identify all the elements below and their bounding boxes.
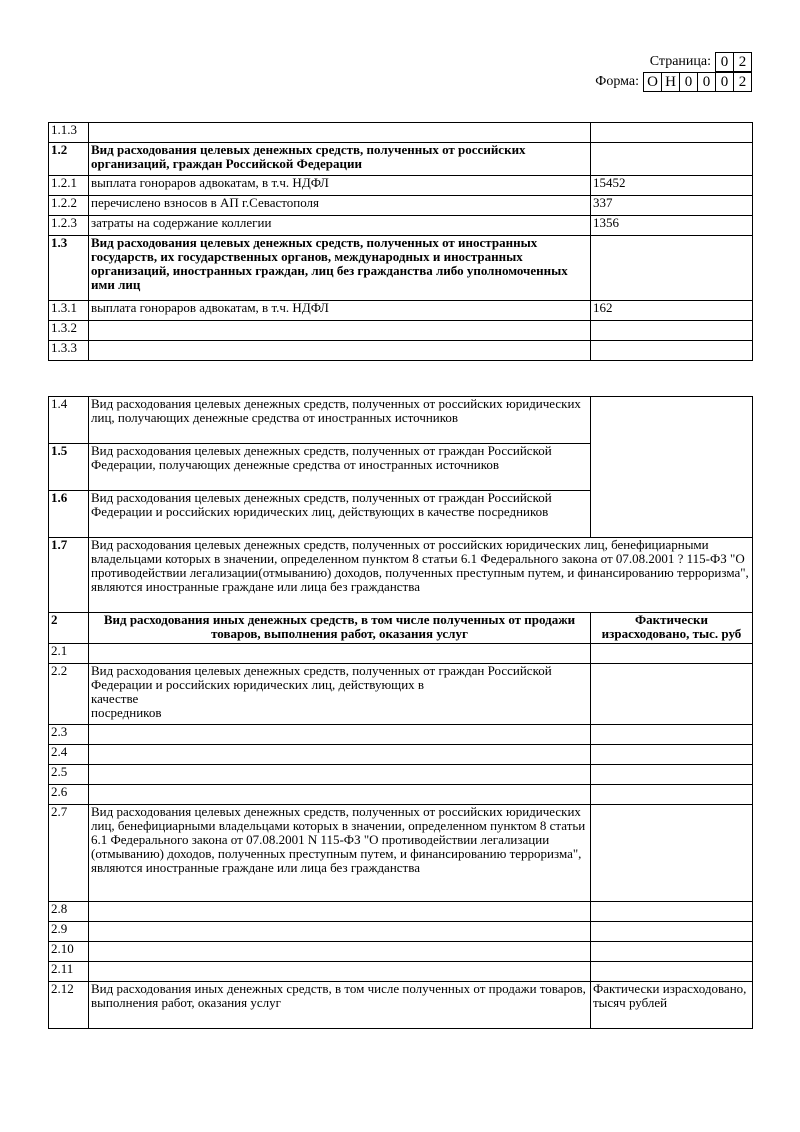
- form-label: Форма:: [595, 74, 639, 89]
- table-row: [49, 805, 753, 902]
- table-row: [49, 216, 753, 236]
- table-row: [49, 538, 753, 613]
- row-number: 2.12: [49, 982, 89, 1029]
- table-row: [49, 644, 753, 664]
- form-digit: 0: [716, 72, 734, 92]
- row-value: 15452: [591, 176, 753, 196]
- page-digit: 0: [716, 52, 734, 72]
- row-number: 1.5: [49, 444, 89, 491]
- row-value: [591, 942, 753, 962]
- row-number: 2.4: [49, 745, 89, 765]
- row-description: [89, 341, 591, 361]
- row-description: перечислено взносов в АП г.Севастополя: [89, 196, 591, 216]
- row-number: 2.3: [49, 725, 89, 745]
- row-description: [89, 785, 591, 805]
- row-number: 1.3.2: [49, 321, 89, 341]
- row-description: [89, 725, 591, 745]
- page-digit: 2: [734, 52, 752, 72]
- row-number: 1.2.1: [49, 176, 89, 196]
- row-number: 2.5: [49, 765, 89, 785]
- row-value: [591, 341, 753, 361]
- row-value: [591, 765, 753, 785]
- row-number: 2.2: [49, 664, 89, 725]
- row-description: [89, 644, 591, 664]
- table-row: [49, 902, 753, 922]
- expenses-table-1: [48, 122, 753, 361]
- page-label: Страница:: [649, 54, 711, 69]
- row-value: 337: [591, 196, 753, 216]
- row-description: Вид расходования целевых денежных средств, полученных от граждан Российской Федерации и российских юридических лиц, действующих в качестве посредников: [89, 491, 591, 538]
- page-number-field: [650, 52, 752, 72]
- row-value: [591, 902, 753, 922]
- row-value: [591, 922, 753, 942]
- row-number: 1.3.3: [49, 341, 89, 361]
- table-row: [49, 725, 753, 745]
- row-description: Вид расходования целевых денежных средств, полученных от граждан Российской Федерации, получающих денежные средства от иностранных источников: [89, 444, 591, 491]
- table-row: [49, 196, 753, 216]
- form-digit: О: [644, 72, 662, 92]
- table-row: [49, 143, 753, 176]
- row-description: [89, 922, 591, 942]
- table-row: [49, 321, 753, 341]
- row-description: Вид расходования целевых денежных средств, полученных от иностранных государств, их государственных органов, международных и иностранных организаций, иностранных граждан, лиц без гражданства либо уполномоченных ими лиц: [89, 236, 591, 301]
- row-value: [591, 805, 753, 902]
- row-description: Вид расходования целевых денежных средств, полученных от российских юридических лиц, получающих денежные средства от иностранных источников: [89, 397, 591, 444]
- table-row: [49, 341, 753, 361]
- description-line: качестве: [91, 691, 139, 706]
- row-description: [89, 765, 591, 785]
- row-description: [89, 321, 591, 341]
- row-number: 1.4: [49, 397, 89, 444]
- table-row: [49, 785, 753, 805]
- row-number: 1.2.3: [49, 216, 89, 236]
- row-value: [591, 397, 753, 538]
- table-row: [49, 236, 753, 301]
- table-row: [49, 942, 753, 962]
- row-value: [591, 123, 753, 143]
- row-value: [591, 644, 753, 664]
- row-description: Вид расходования иных денежных средств, в том числе полученных от продажи товаров, выполнения работ, оказания услуг: [89, 613, 591, 644]
- row-number: 2.7: [49, 805, 89, 902]
- table-row: [49, 613, 753, 644]
- row-description: [89, 664, 591, 725]
- row-description: затраты на содержание коллегии: [89, 216, 591, 236]
- row-description: Вид расходования целевых денежных средств, полученных от российских юридических лиц, бенефициарными владельцами которых в значении, определенном пунктом 8 статьи 6.1 Федерального закона от 07.08.2001 N 115-ФЗ "О противодействии легализации (отмыванию) доходов, полученных преступным путем, и финансированию терроризма", являются иностранные граждане или лица без гражданства: [89, 805, 591, 902]
- row-number: 2.6: [49, 785, 89, 805]
- row-description: [89, 745, 591, 765]
- row-description: Вид расходования целевых денежных средств, полученных от российских организаций, граждан Российской Федерации: [89, 143, 591, 176]
- row-value: [591, 962, 753, 982]
- row-description: выплата гонораров адвокатам, в т.ч. НДФЛ: [89, 176, 591, 196]
- table-row: [49, 982, 753, 1029]
- table-row: [49, 301, 753, 321]
- row-value: [591, 745, 753, 765]
- row-value: [591, 664, 753, 725]
- table-row: [49, 176, 753, 196]
- form-digit: 0: [698, 72, 716, 92]
- table-row: [49, 123, 753, 143]
- row-description: выплата гонораров адвокатам, в т.ч. НДФЛ: [89, 301, 591, 321]
- row-number: 1.3.1: [49, 301, 89, 321]
- row-number: 2.9: [49, 922, 89, 942]
- row-value: 162: [591, 301, 753, 321]
- expenses-table-2: [48, 396, 753, 1029]
- row-value: 1356: [591, 216, 753, 236]
- row-number: 2.8: [49, 902, 89, 922]
- description-line: посредников: [91, 705, 162, 720]
- table-row: [49, 397, 753, 444]
- row-number: 1.7: [49, 538, 89, 613]
- row-number: 2.10: [49, 942, 89, 962]
- table-row: [49, 664, 753, 725]
- row-number: 1.3: [49, 236, 89, 301]
- row-number: 2.1: [49, 644, 89, 664]
- row-description: Вид расходования иных денежных средств, в том числе полученных от продажи товаров, выполнения работ, оказания услуг: [89, 982, 591, 1029]
- row-value: [591, 236, 753, 301]
- form-digit: Н: [662, 72, 680, 92]
- table-row: [49, 962, 753, 982]
- row-number: 1.6: [49, 491, 89, 538]
- row-description: [89, 902, 591, 922]
- row-number: 2.11: [49, 962, 89, 982]
- table-row: [49, 745, 753, 765]
- row-value: [591, 321, 753, 341]
- description-line: Вид расходования целевых денежных средств, полученных от граждан Российской Федерации и российских юридических лиц, действующих в: [91, 663, 552, 692]
- row-value: [591, 143, 753, 176]
- row-description: [89, 942, 591, 962]
- table-row: [49, 922, 753, 942]
- row-number: 1.2.2: [49, 196, 89, 216]
- row-description: [89, 123, 591, 143]
- row-description: [89, 962, 591, 982]
- row-value: Фактически израсходовано, тысяч рублей: [591, 982, 753, 1029]
- table-row: [49, 765, 753, 785]
- row-number: 2: [49, 613, 89, 644]
- row-number: 1.2: [49, 143, 89, 176]
- row-value: [591, 725, 753, 745]
- form-digit: 0: [680, 72, 698, 92]
- form-digit: 2: [734, 72, 752, 92]
- form-code-field: [595, 72, 752, 92]
- row-value: Фактически израсходовано, тыс. руб: [591, 613, 753, 644]
- row-number: 1.1.3: [49, 123, 89, 143]
- row-value: [591, 785, 753, 805]
- row-description: Вид расходования целевых денежных средств, полученных от российских юридических лиц, бенефициарными владельцами которых в значении, определенном пунктом 8 статьи 6.1 Федерального закона от 07.08.2001 ? 115-ФЗ "О противодействии легализации(отмыванию) доходов, полученных преступным путем, и финансированию терроризма", являются иностранные граждане или лица без гражданства: [89, 538, 753, 613]
